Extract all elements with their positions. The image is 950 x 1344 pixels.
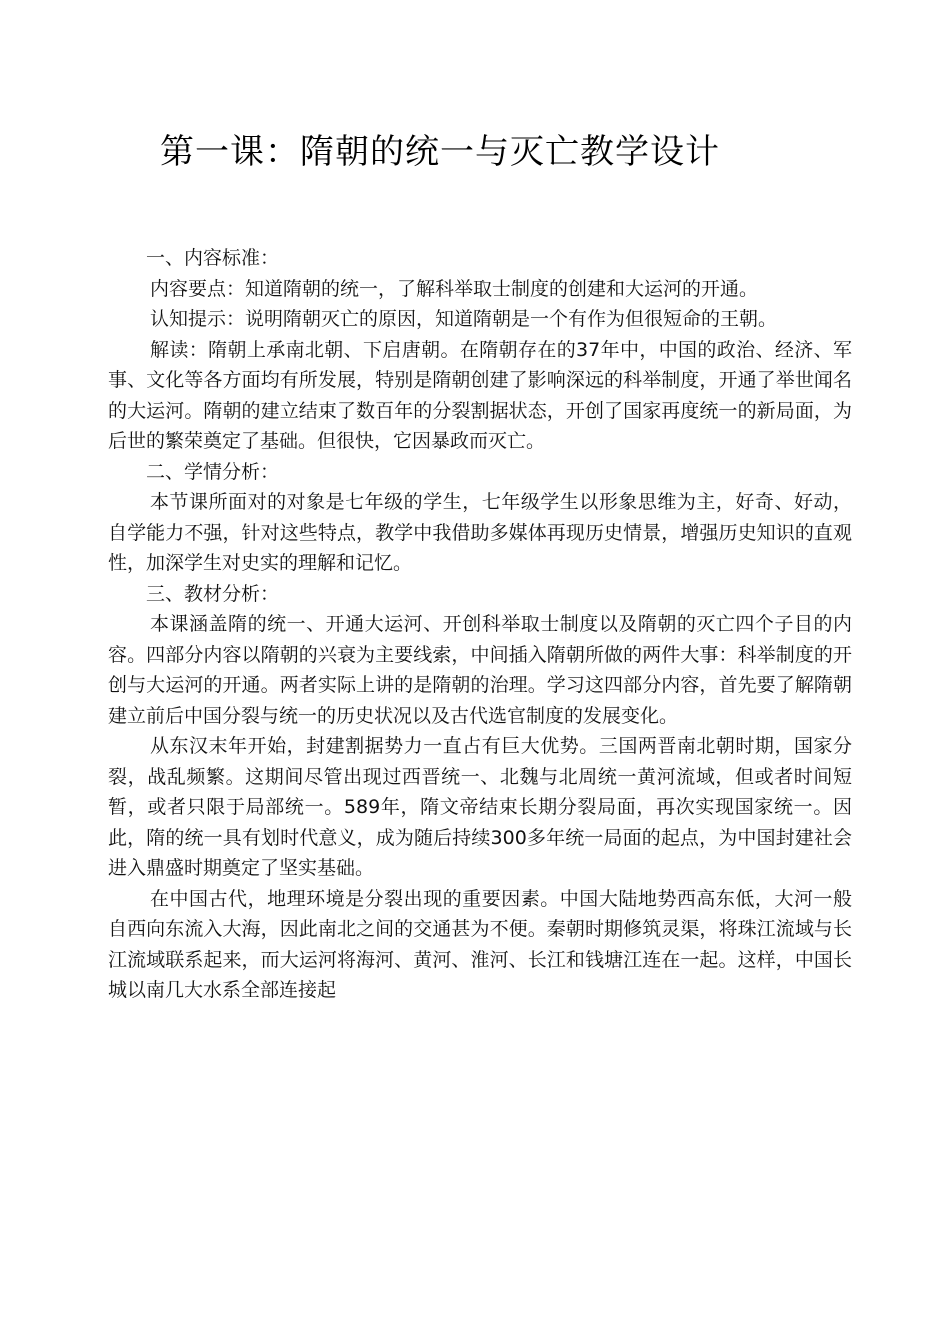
paragraph-student-analysis: 本节课所面对的对象是七年级的学生，七年级学生以形象思维为主，好奇、好动，自学能力不强，针对这些特点，教学中我借助多媒体再现历史情景，增强历史知识的直观性，加深学生对史实的理解和记忆。 [108,491,852,574]
paragraph-content-points: 内容要点：知道隋朝的统一，了解科举取士制度的创建和大运河的开通。 [150,277,759,300]
section-heading-content-standard: 一、内容标准： [146,247,280,269]
paragraph-cognitive-hint: 认知提示：说明隋朝灭亡的原因，知道隋朝是一个有作为但很短命的王朝。 [150,308,778,330]
section-heading-textbook-analysis: 三、教材分析： [146,582,280,605]
paragraph-interpretation: 解读：隋朝上承南北朝、下启唐朝。在隋朝存在的37年中，中国的政治、经济、军事、文化等各方面均有所发展，特别是隋朝创建了影响深远的科举制度，开通了举世闻名的大运河。隋朝的建立结束了数百年的分裂割据状态，开创了国家再度统一的新局面，为后世的繁荣奠定了基础。但很快，它因暴政而灭亡。 [108,338,852,452]
document-body [108,243,852,1006]
paragraph-geography-factor: 在中国古代，地理环境是分裂出现的重要因素。中国大陆地势西高东低，大河一般自西向东流入大海，因此南北之间的交通甚为不便。秦朝时期修筑灵渠，将珠江流域与长江流域联系起来，而大运河将海河、黄河、淮河、长江和钱塘江连在一起。这样，中国长城以南几大水系全部连接起 [108,887,852,1001]
paragraph-history-background: 从东汉末年开始，封建割据势力一直占有巨大优势。三国两晋南北朝时期，国家分裂，战乱频繁。这期间尽管出现过西晋统一、北魏与北周统一黄河流域，但或者时间短暂，或者只限于局部统一。589年，隋文帝结束长期分裂局面，再次实现国家统一。因此，隋的统一具有划时代意义，成为随后持续300多年统一局面的起点，为中国封建社会进入鼎盛时期奠定了坚实基础。 [108,735,852,879]
page-title: 第一课：隋朝的统一与灭亡教学设计 [160,132,720,172]
section-heading-student-analysis: 二、学情分析： [146,460,280,483]
paragraph-textbook-overview: 本课涵盖隋的统一、开通大运河、开创科举取士制度以及隋朝的灭亡四个子目的内容。四部分内容以隋朝的兴衰为主要线索，中间插入隋朝所做的两件大事：科举制度的开创与大运河的开通。两者实际上讲的是隋朝的治理。学习这四部分内容，首先要了解隋朝建立前后中国分裂与统一的历史状况以及古代选官制度的发展变化。 [108,613,852,727]
